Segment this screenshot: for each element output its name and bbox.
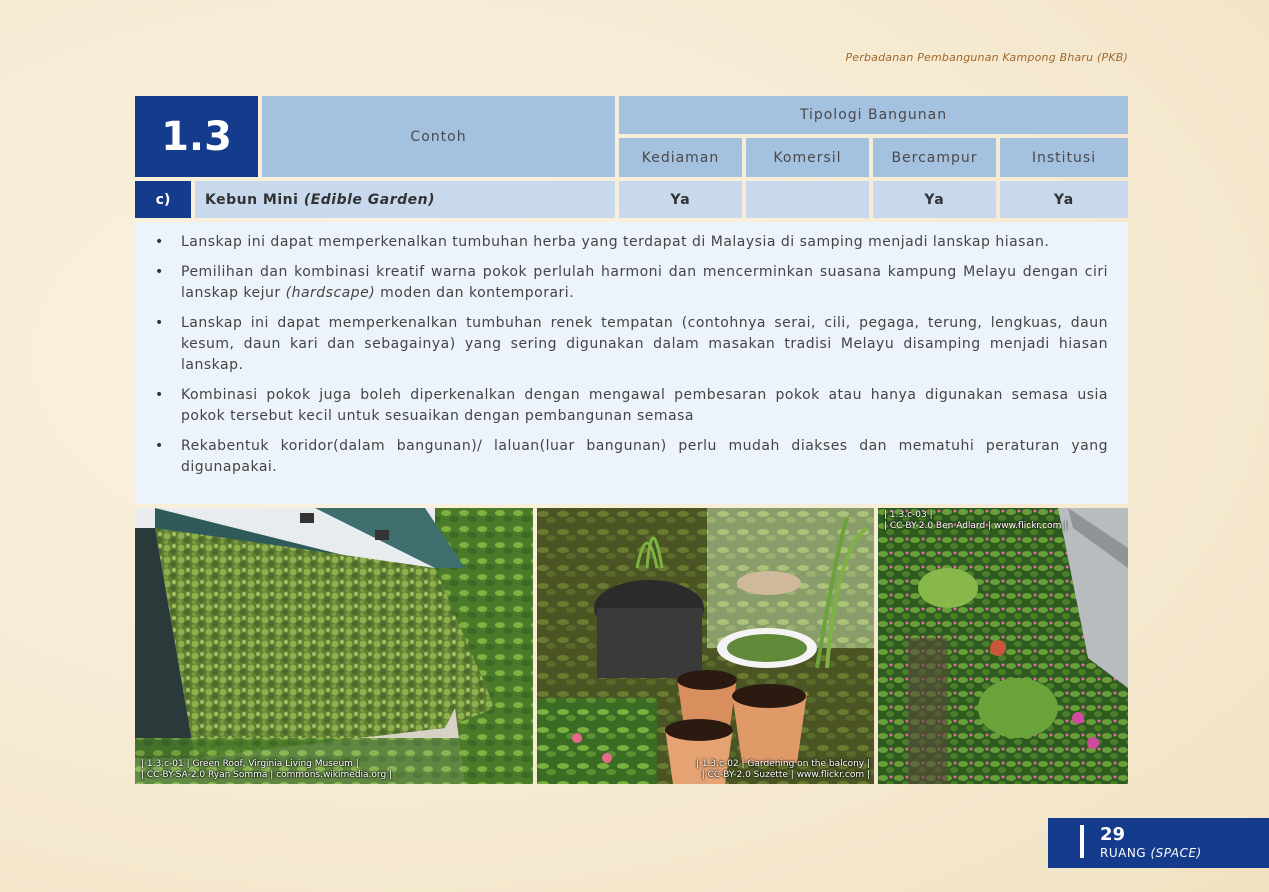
footer-page-badge [1048,818,1269,868]
column-komersil: Komersil [746,138,869,177]
photo-green-roof [135,508,533,784]
photo-caption [696,759,870,781]
column-bercampur: Bercampur [873,138,996,177]
publisher-name: Perbadanan Pembangunan Kampong Bharu (PKB) [845,51,1128,64]
bullet-text: moden dan kontemporari. [375,285,575,301]
green-roof-image [135,508,533,784]
bullet-item [181,262,1108,304]
row-title-main: Kebun Mini [205,191,299,208]
page-number: 29 [1100,824,1126,845]
value-komersil [746,181,869,218]
row-title-italic: (Edible Garden) [303,191,436,208]
section-label [1100,846,1202,860]
tipologi-header: Tipologi Bangunan [619,96,1128,134]
row-title [195,181,615,218]
section-label-italic: (SPACE) [1150,846,1202,860]
caption-line: | 1.3.c-03 | [884,510,933,520]
balcony-garden-image [537,508,874,784]
caption-line: | CC-BY-2.0 Suzette | www.flickr.com | [701,770,870,780]
photo-balcony-garden [537,508,874,784]
description-panel [135,222,1128,504]
caption-line: | 1.3.c-02 | Gardening on the balcony | [695,759,870,769]
photo-caption [141,759,392,781]
bullet-item: • Rekabentuk koridor(dalam bangunan)/ laluan(luar bangunan) perlu mudah diakses dan mematuhi peraturan yang digunapakai. [181,436,1108,478]
footer-divider [1080,825,1084,858]
value-bercampur: Ya [873,181,996,218]
bullet-text: Pemilihan dan kombinasi kreatif warna pokok perlulah harmoni dan mencerminkan suasana kampung Melayu dengan ciri lanskap kejur [181,264,1108,301]
column-kediaman: Kediaman [619,138,742,177]
section-label-main: RUANG [1100,846,1147,860]
row-letter: c) [135,181,191,218]
section-number: 1.3 [135,96,258,177]
bullet-item: • Lanskap ini dapat memperkenalkan tumbuhan herba yang terdapat di Malaysia di samping menjadi lanskap hiasan. [181,232,1108,253]
value-kediaman: Ya [619,181,742,218]
caption-line: | CC-BY-SA-2.0 Ryan Somma | commons.wikimedia.org | [141,770,393,780]
contoh-header: Contoh [262,96,615,177]
caption-line: | CC-BY-2.0 Ben Adlard | www.flickr.com | [884,521,1068,531]
bullet-list [181,232,1108,478]
bullet-item: • Kombinasi pokok juga boleh diperkenalkan dengan mengawal pembesaran pokok atau hanya digunakan semasa usia pokok tersebut kecil untuk sesuaikan dengan pembangunan semasa [181,385,1108,427]
overhead-garden-image [878,508,1128,784]
bullet-italic: (hardscape) [285,285,376,301]
column-institusi: Institusi [1000,138,1128,177]
photo-overhead-garden [878,508,1128,784]
caption-line: | 1.3.c-01 | Green Roof, Virginia Living Museum | [141,759,359,769]
bullet-item: • Lanskap ini dapat memperkenalkan tumbuhan renek tempatan (contohnya serai, cili, pegaga, terung, lengkuas, daun kesum, daun kari dan sebagainya) yang sering digunakan dalam masakan tradisi Melayu disamping menjadi hiasan lanskap. [181,313,1108,376]
value-institusi: Ya [1000,181,1128,218]
photo-caption [884,510,1067,532]
